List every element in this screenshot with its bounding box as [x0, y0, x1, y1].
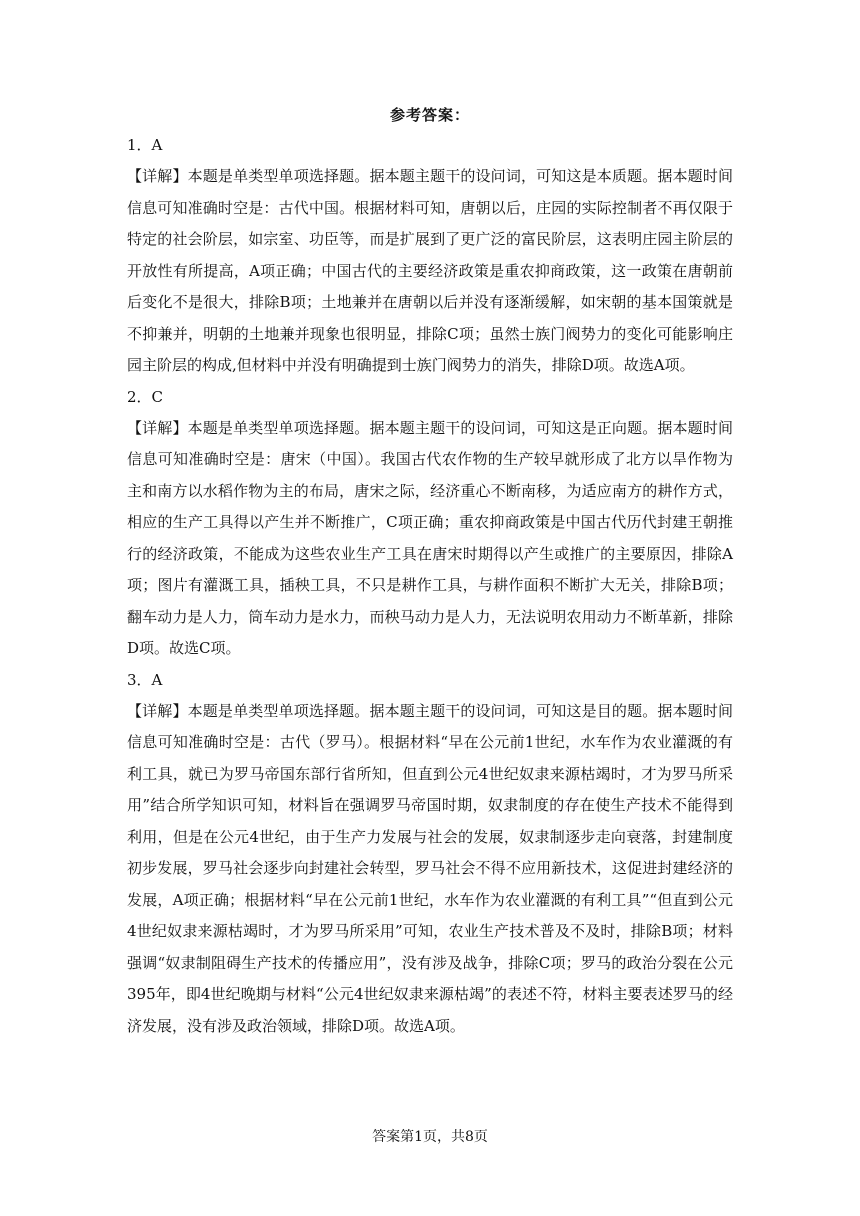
- answer-number: 3．A: [127, 670, 163, 689]
- answer-item-2: [127, 382, 733, 665]
- answer-item-3: [127, 665, 733, 1043]
- answer-number: 2．C: [127, 387, 164, 406]
- answer-item-1: [127, 130, 733, 382]
- answer-detail: 【详解】本题是单类型单项选择题。据本题主题干的设问词，可知这是本质题。据本题时间信息可知准确时空是：古代中国。根据材料可知，唐朝以后，庄园的实际控制者不再仅限于特定的社会阶层，如宗室、功臣等，而是扩展到了更广泛的富民阶层，这表明庄园主阶层的开放性有所提高，A项正确；中国古代的主要经济政策是重农抑商政策，这一政策在唐朝前后变化不是很大，排除B项；土地兼并在唐朝以后并没有逐渐缓解，如宋朝的基本国策就是不抑兼并，明朝的土地兼并现象也很明显，排除C项；虽然士族门阀势力的变化可能影响庄园主阶层的构成,但材料中并没有明确提到士族门阀势力的消失，排除D项。故选A项。: [127, 167, 733, 374]
- page-footer: 答案第1页，共8页: [372, 1129, 488, 1145]
- answer-detail: 【详解】本题是单类型单项选择题。据本题主题干的设问词，可知这是目的题。据本题时间信息可知准确时空是：古代（罗马）。根据材料“早在公元前1世纪，水车作为农业灌溉的有利工具，就已为罗马帝国东部行省所知，但直到公元4世纪奴隶来源枯竭时，才为罗马所采用”结合所学知识可知，材料旨在强调罗马帝国时期，奴隶制度的存在使生产技术不能得到利用，但是在公元4世纪，由于生产力发展与社会的发展，奴隶制逐步走向衰落，封建制度初步发展，罗马社会逐步向封建社会转型，罗马社会不得不应用新技术，这促进封建经济的发展，A项正确；根据材料“早在公元前1世纪，水车作为农业灌溉的有利工具”“但直到公元4世纪奴隶来源枯竭时，才为罗马所采用”可知，农业生产技术普及不及时，排除B项；材料强调“奴隶制阻碍生产技术的传播应用”，没有涉及战争，排除C项；罗马的政治分裂在公元395年，即4世纪晚期与材料“公元4世纪奴隶来源枯竭”的表述不符，材料主要表述罗马的经济发展，没有涉及政治领域，排除D项。故选A项。: [127, 701, 733, 1035]
- answer-number: 1．A: [127, 136, 163, 154]
- answer-detail: 【详解】本题是单类型单项选择题。据本题主题干的设问词，可知这是正向题。据本题时间信息可知准确时空是：唐宋（中国）。我国古代农作物的生产较早就形成了北方以旱作物为主和南方以水稻作物为主的布局，唐宋之际，经济重心不断南移，为适应南方的耕作方式，相应的生产工具得以产生并不断推广，C项正确；重农抑商政策是中国古代历代封建王朝推行的经济政策，不能成为这些农业生产工具在唐宋时期得以产生或推广的主要原因，排除A项；图片有灌溉工具，插秧工具，不只是耕作工具，与耕作面积不断扩大无关，排除B项；翻车动力是人力，筒车动力是水力，而秧马动力是人力，无法说明农用动力不断革新，排除D项。故选C项。: [127, 418, 733, 657]
- answer-list: [127, 130, 733, 1042]
- page-title: 参考答案：: [389, 106, 470, 124]
